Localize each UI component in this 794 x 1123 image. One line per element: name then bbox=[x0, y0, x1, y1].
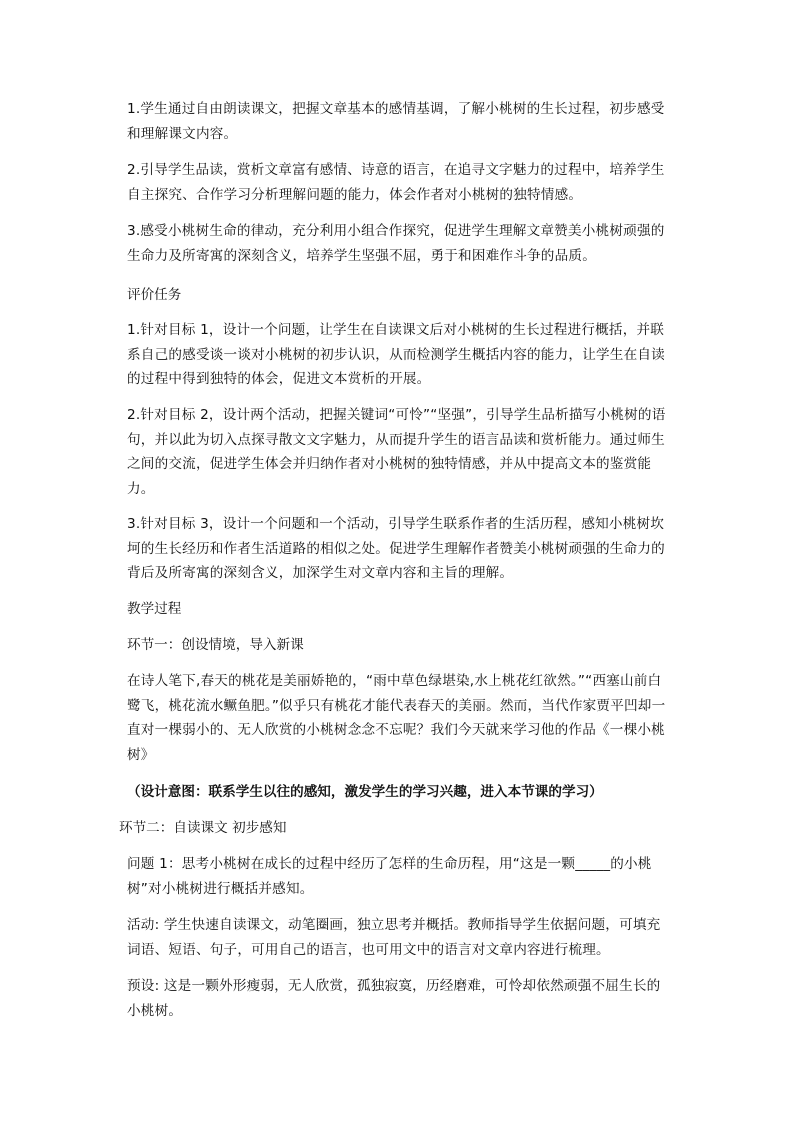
step2-title: 环节二：自读课文 初步感知 bbox=[119, 820, 287, 836]
process-heading: 教学过程 bbox=[127, 601, 182, 617]
question-1: 问题 1：思考小桃树在成长的过程中经历了怎样的生命历程，用“这是一颗_____的小桃树”对小桃树进行概括并感知。 bbox=[127, 856, 652, 897]
objective-3: 3.感受小桃树生命的律动，充分利用小组合作探究，促进学生理解文章赞美小桃树顽强的生命力及所寄寓的深刻含义，培养学生坚强不屈，勇于和困难作斗争的品质。 bbox=[127, 223, 665, 264]
step1-intro-text: 在诗人笔下,春天的桃花是美丽娇艳的，“雨中草色绿堪染,水上桃花红欲然。”“西塞山前白鹭飞，桃花流水鳜鱼肥。”似乎只有桃花才能代表春天的美丽。然而，当代作家贾平凹却一直对一棵弱小的、无人欣赏的小桃树念念不忘呢？我们今天就来学习他的作品《一棵小桃树》 bbox=[127, 673, 666, 763]
step1-design-intent: （设计意图：联系学生以往的感知，激发学生的学习兴趣，进入本节课的学习） bbox=[127, 784, 603, 800]
preset-answer: 预设: 这是一颗外形瘦弱，无人欣赏，孤独寂寞，历经磨难，可怜却依然顽强不屈生长的小桃树。 bbox=[127, 978, 661, 1019]
evaluation-item-2: 2.针对目标 2，设计两个活动，把握关键词“可怜”“坚强”，引导学生品析描写小桃树的语句，并以此为切入点探寻散文文字魅力，从而提升学生的语言品读和赏析能力。通过师生之间的交流，促进学生体会并归纳作者对小桃树的独特情感，并从中提高文本的鉴赏能力。 bbox=[127, 407, 666, 497]
evaluation-heading: 评价任务 bbox=[127, 287, 182, 303]
step1-title: 环节一：创设情境，导入新课 bbox=[127, 637, 304, 653]
activity-text: 活动: 学生快速自读课文，动笔圈画，独立思考并概括。教师指导学生依据问题，可填充词语、短语、句子，可用自己的语言，也可用文中的语言对文章内容进行梳理。 bbox=[127, 917, 661, 958]
evaluation-item-3: 3.针对目标 3，设计一个问题和一个活动，引导学生联系作者的生活历程，感知小桃树坎坷的生长经历和作者生活道路的相似之处。促进学生理解作者赞美小桃树顽强的生命力的背后及所寄寓的深刻含义，加深学生对文章内容和主旨的理解。 bbox=[127, 516, 665, 581]
objective-2: 2.引导学生品读，赏析文章富有感情、诗意的语言，在追寻文字魅力的过程中，培养学生自主探究、合作学习分析理解问题的能力，体会作者对小桃树的独特情感。 bbox=[127, 162, 665, 203]
evaluation-item-1: 1.针对目标 1，设计一个问题，让学生在自读课文后对小桃树的生长过程进行概括，并联系自己的感受谈一谈对小桃树的初步认识，从而检测学生概括内容的能力，让学生在自读的过程中得到独特的体会，促进文本赏析的开展。 bbox=[127, 322, 665, 387]
objective-1: 1.学生通过自由朗读课文，把握文章基本的感情基调，了解小桃树的生长过程，初步感受和理解课文内容。 bbox=[127, 101, 665, 142]
